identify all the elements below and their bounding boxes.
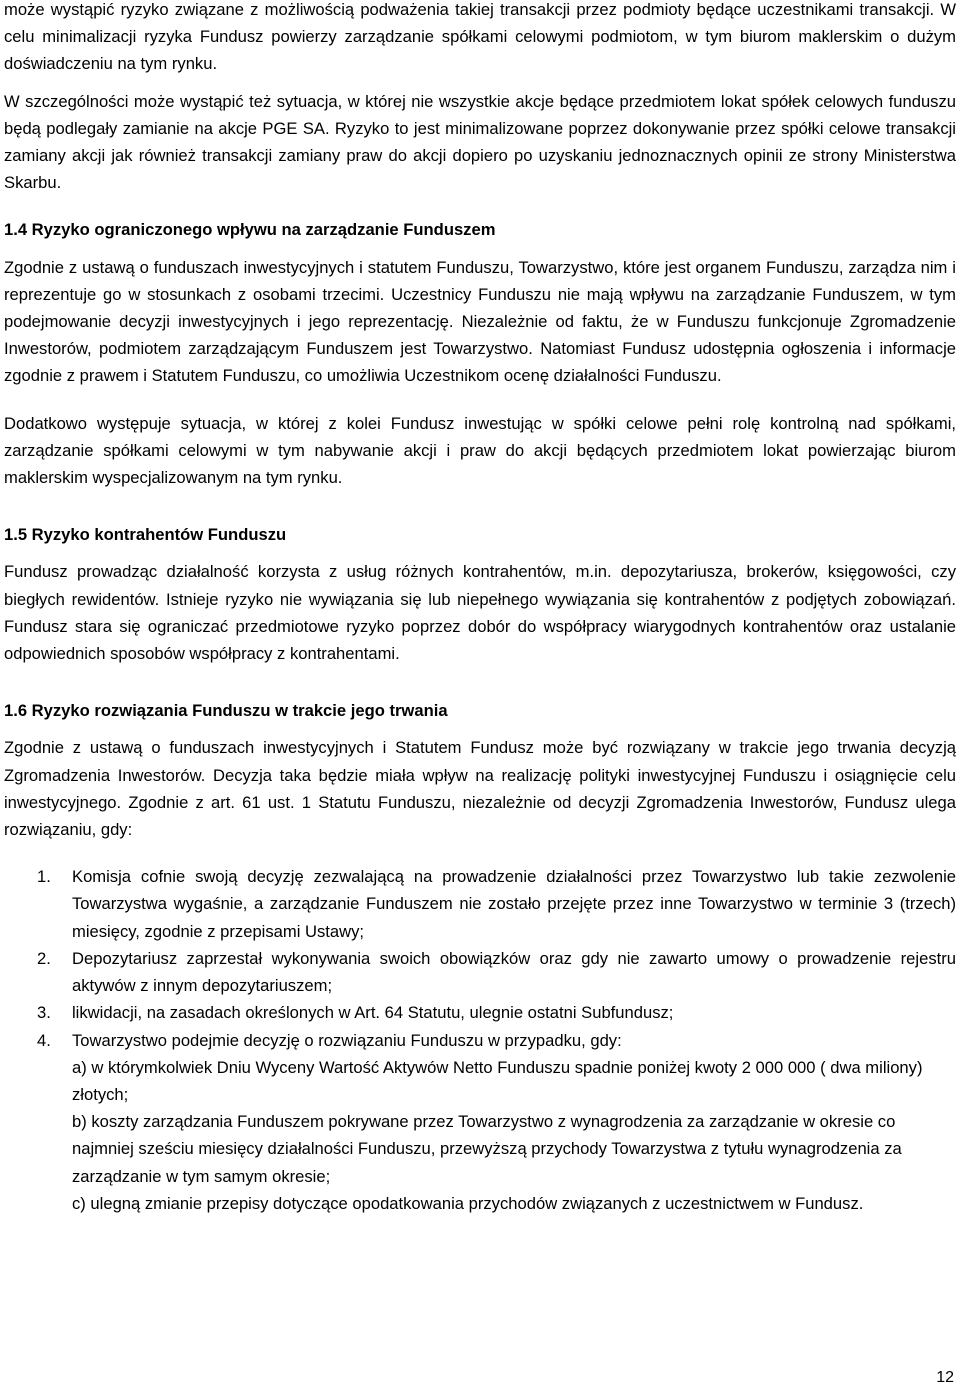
page-number: 12 (936, 1369, 954, 1386)
paragraph-share-exchange: W szczególności może wystąpić też sytuacja, w której nie wszystkie akcje będące przedmiotem lokat spółek celowych funduszu będą podlegały zamianie na akcje PGE SA. Ryzyko to jest minimalizowane poprzez dokonywanie przez spółki celowe transakcji zamiany akcji jak również transakcji zamiany praw do akcji dopiero po uzyskaniu jednoznacznych opinii ze strony Ministerstwa Skarbu. (4, 91, 956, 193)
section-heading-1-5: 1.5 Ryzyko kontrahentów Funduszu (4, 525, 287, 545)
list-item-number: 4. (37, 1030, 51, 1050)
list-item-number: 1. (37, 867, 51, 887)
sub-item-c: c) ulegną zmianie przepisy dotyczące opodatkowania przychodów związanych z uczestnictwem w Fundusz. (72, 1193, 864, 1213)
list-item-text: Depozytariusz zaprzestał wykonywania swoich obowiązków oraz gdy nie zawarto umowy o prowadzenie rejestru aktywów z innym depozytariuszem; (72, 948, 956, 996)
paragraph-dissolution: Zgodnie z ustawą o funduszach inwestycyjnych i Statutem Fundusz może być rozwiązany w trakcie jego trwania decyzją Zgromadzenia Inwestorów. Decyzja taka będzie miała wpływ na realizację polityki inwestycyjnej Funduszu i osiągnięcie celu inwestycyjnego. Zgodnie z art. 61 ust. 1 Statutu Funduszu, niezależnie od decyzji Zgromadzenia Inwestorów, Fundusz ulega rozwiązaniu, gdy: (4, 738, 956, 840)
sub-item-a: a) w którymkolwiek Dniu Wyceny Wartość Aktywów Netto Funduszu spadnie poniżej kwoty 2 000 000 ( dwa miliony) złotych; (72, 1057, 923, 1104)
paragraph-counterparties: Fundusz prowadząc działalność korzysta z usług różnych kontrahentów, m.in. depozytariusza, brokerów, księgowości, czy biegłych rewidentów. Istnieje ryzyko nie wywiązania się lub niepełnego wywiązania się kontrahentów z podjętych zobowiązań. Fundusz stara się ograniczać przedmiotowe ryzyko poprzez dobór do współpracy wiarygodnych kontrahentów oraz ustalanie odpowiednich sposobów współpracy z kontrahentami. (4, 562, 956, 664)
document-page (4, 0, 956, 1217)
list-item (4, 945, 956, 999)
list-item (4, 1027, 956, 1217)
sub-item-b: b) koszty zarządzania Funduszem pokrywane przez Towarzystwo z wynagrodzenia za zarządzanie w okresie co najmniej sześciu miesięcy działalności Funduszu, przewyższą przychody Towarzystwa z tytułu wynagrodzenia za zarządzanie w tym samym okresie; (72, 1112, 902, 1186)
list-item-text: Komisja cofnie swoją decyzję zezwalającą na prowadzenie działalności przez Towarzystwo lub takie zezwolenie Towarzystwa wygaśnie, a zarządzanie Funduszem nie zostało przejęte przez inne Towarzystwo w terminie 3 (trzech) miesięcy, zgodnie z przepisami Ustawy; (72, 867, 956, 941)
list-item-number: 2. (37, 948, 51, 968)
list-item (4, 999, 956, 1026)
section-heading-1-4: 1.4 Ryzyko ograniczonego wpływu na zarządzanie Funduszem (4, 220, 496, 240)
paragraph-control-role: Dodatkowo występuje sytuacja, w której z kolei Fundusz inwestując w spółki celowe pełni rolę kontrolną nad spółkami, zarządzanie spółkami celowymi w tym nabywanie akcji i praw do akcji będących przedmiotem lokat powierzając biurom maklerskim wyspecjalizowanym na tym rynku. (4, 413, 956, 488)
paragraph-risk-transaction: może wystąpić ryzyko związane z możliwością podważenia takiej transakcji przez podmioty będące uczestnikami transakcji. W celu minimalizacji ryzyka Fundusz powierzy zarządzanie spółkami celowymi podmiotom, w tym biurom maklerskim o dużym doświadczeniu na tym rynku. (4, 0, 956, 74)
list-item-number: 3. (37, 1003, 51, 1023)
paragraph-management-influence: Zgodnie z ustawą o funduszach inwestycyjnych i statutem Funduszu, Towarzystwo, które jest organem Funduszu, zarządza nim i reprezentuje go w stosunkach z osobami trzecimi. Uczestnicy Funduszu nie mają wpływu na zarządzanie Funduszem, w tym podejmowanie decyzji inwestycyjnych i jego reprezentację. Niezależnie od faktu, że w Funduszu funkcjonuje Zgromadzenie Inwestorów, podmiotem zarządzającym Funduszem jest Towarzystwo. Natomiast Fundusz udostępnia ogłoszenia i informacje zgodnie z prawem i Statutem Funduszu, co umożliwia Uczestnikom ocenę działalności Funduszu. (4, 257, 956, 386)
section-heading-1-6: 1.6 Ryzyko rozwiązania Funduszu w trakcie jego trwania (4, 701, 448, 721)
list-item-text: Towarzystwo podejmie decyzję o rozwiązaniu Funduszu w przypadku, gdy: (72, 1030, 622, 1050)
list-item-text: likwidacji, na zasadach określonych w Art. 64 Statutu, ulegnie ostatni Subfundusz; (72, 1003, 674, 1023)
dissolution-conditions-list (4, 863, 956, 1217)
list-item (4, 863, 956, 945)
